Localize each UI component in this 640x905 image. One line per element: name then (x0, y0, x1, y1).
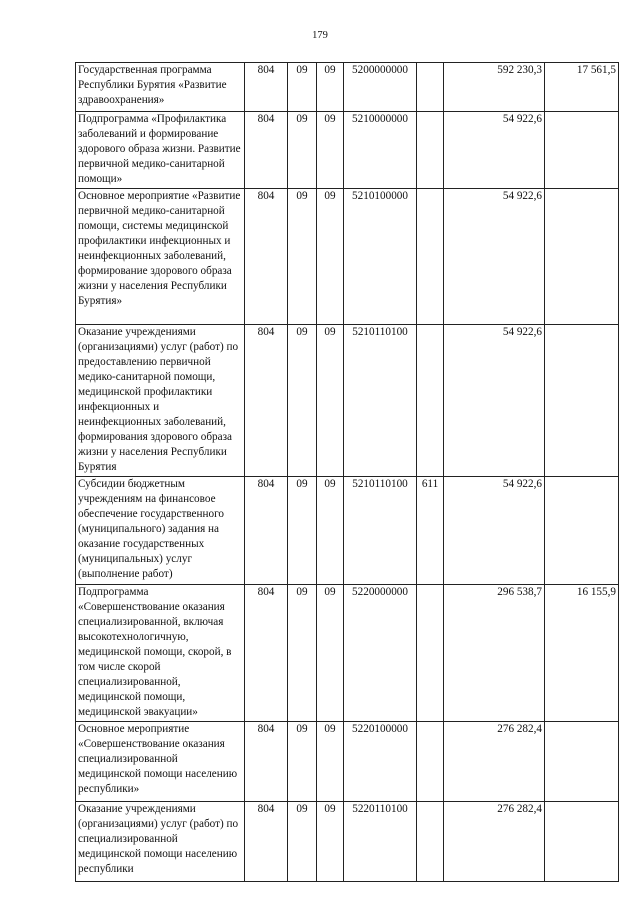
expense-type-cell (417, 63, 444, 112)
expense-type-cell (417, 325, 444, 477)
section-code-cell: 09 (288, 722, 317, 802)
federal-amount-cell (545, 325, 619, 477)
federal-amount-cell (545, 112, 619, 189)
target-article-cell: 5210000000 (344, 112, 417, 189)
subsection-code-cell: 09 (317, 585, 344, 722)
federal-amount-cell: 16 155,9 (545, 585, 619, 722)
ministry-code-cell: 804 (245, 802, 288, 882)
program-name-cell: Субсидии бюджетным учреждениям на финансовое обеспечение государственного (муниципального) задания на оказание государственных (муниципальных) услуг (выполнение работ) (76, 477, 245, 585)
federal-amount-cell: 17 561,5 (545, 63, 619, 112)
subsection-code-cell: 09 (317, 112, 344, 189)
expense-type-cell (417, 585, 444, 722)
table-row (76, 63, 619, 112)
ministry-code-cell: 804 (245, 325, 288, 477)
target-article-cell: 5210110100 (344, 477, 417, 585)
ministry-code-cell: 804 (245, 477, 288, 585)
expense-type-cell: 611 (417, 477, 444, 585)
amount-cell: 296 538,7 (444, 585, 545, 722)
table-row (76, 189, 619, 325)
federal-amount-cell (545, 722, 619, 802)
program-name-cell: Основное мероприятие «Развитие первичной медико-санитарной помощи, системы медицинской профилактики инфекционных и неинфекционных заболеваний, формирование здорового образа жизни у населения Республики Бурятия» (76, 189, 245, 325)
subsection-code-cell: 09 (317, 63, 344, 112)
ministry-code-cell: 804 (245, 112, 288, 189)
program-name-cell: Основное мероприятие «Совершенствование оказания специализированной медицинской помощи населению республики» (76, 722, 245, 802)
budget-table (75, 62, 619, 882)
program-name-cell: Оказание учреждениями (организациями) услуг (работ) по предоставлению первичной медико-санитарной помощи, медицинской профилактики инфекционных и неинфекционных заболеваний, формирования здорового образа жизни у населения Республики Бурятия (76, 325, 245, 477)
expense-type-cell (417, 722, 444, 802)
ministry-code-cell: 804 (245, 722, 288, 802)
ministry-code-cell: 804 (245, 189, 288, 325)
target-article-cell: 5220110100 (344, 802, 417, 882)
page-number: 179 (312, 30, 328, 41)
subsection-code-cell: 09 (317, 189, 344, 325)
federal-amount-cell (545, 189, 619, 325)
program-name-cell: Государственная программа Республики Бурятия «Развитие здравоохранения» (76, 63, 245, 112)
amount-cell: 54 922,6 (444, 189, 545, 325)
amount-cell: 54 922,6 (444, 477, 545, 585)
section-code-cell: 09 (288, 477, 317, 585)
program-name-cell: Оказание учреждениями (организациями) услуг (работ) по специализированной медицинской помощи населению республики (76, 802, 245, 882)
table-row (76, 112, 619, 189)
subsection-code-cell: 09 (317, 477, 344, 585)
table-row (76, 477, 619, 585)
amount-cell: 54 922,6 (444, 112, 545, 189)
federal-amount-cell (545, 477, 619, 585)
target-article-cell: 5220100000 (344, 722, 417, 802)
target-article-cell: 5210110100 (344, 325, 417, 477)
expense-type-cell (417, 802, 444, 882)
federal-amount-cell (545, 802, 619, 882)
section-code-cell: 09 (288, 325, 317, 477)
target-article-cell: 5210100000 (344, 189, 417, 325)
target-article-cell: 5200000000 (344, 63, 417, 112)
section-code-cell: 09 (288, 585, 317, 722)
amount-cell: 276 282,4 (444, 802, 545, 882)
amount-cell: 276 282,4 (444, 722, 545, 802)
section-code-cell: 09 (288, 189, 317, 325)
subsection-code-cell: 09 (317, 802, 344, 882)
expense-type-cell (417, 189, 444, 325)
table-row (76, 722, 619, 802)
table-row (76, 802, 619, 882)
subsection-code-cell: 09 (317, 325, 344, 477)
program-name-cell: Подпрограмма «Профилактика заболеваний и формирование здорового образа жизни. Развитие первичной медико-санитарной помощи» (76, 112, 245, 189)
section-code-cell: 09 (288, 63, 317, 112)
amount-cell: 592 230,3 (444, 63, 545, 112)
section-code-cell: 09 (288, 802, 317, 882)
program-name-cell: Подпрограмма «Совершенствование оказания специализированной, включая высокотехнологичную, медицинской помощи, скорой, в том числе скорой специализированной, медицинской помощи, медицинской эвакуации» (76, 585, 245, 722)
ministry-code-cell: 804 (245, 585, 288, 722)
table-row (76, 325, 619, 477)
subsection-code-cell: 09 (317, 722, 344, 802)
ministry-code-cell: 804 (245, 63, 288, 112)
table-row (76, 585, 619, 722)
amount-cell: 54 922,6 (444, 325, 545, 477)
target-article-cell: 5220000000 (344, 585, 417, 722)
expense-type-cell (417, 112, 444, 189)
section-code-cell: 09 (288, 112, 317, 189)
